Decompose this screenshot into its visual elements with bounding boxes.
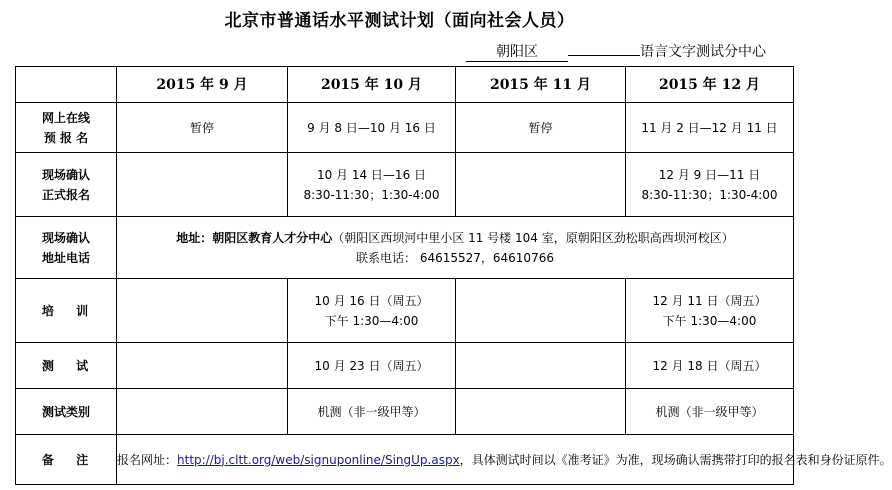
onsite-confirm-sep: [117, 153, 288, 217]
training-oct-time: 下午 1:30—4:00: [324, 313, 419, 328]
page-title: 北京市普通话水平测试计划（面向社会人员）: [224, 11, 575, 31]
remarks-suffix: ，具体测试时间以《准考证》为准，现场确认需携带打印的报名表和身份证原件。: [459, 452, 892, 467]
training-label: 培 训: [16, 279, 117, 343]
test-oct: 10 月 23 日（周五）: [288, 343, 456, 389]
test-type-oct: 机测（非一级甲等）: [288, 389, 456, 435]
phone-line: 联系电话： 64615527，64610766: [356, 250, 554, 265]
address-name: 地址：朝阳区教育人才分中心: [176, 230, 333, 245]
onsite-confirm-row: [16, 153, 794, 217]
test-type-nov: [456, 389, 626, 435]
test-sep: [117, 343, 288, 389]
onsite-confirm-oct-time: 8:30-11:30；1:30-4:00: [303, 187, 440, 202]
test-type-dec: 机测（非一级甲等）: [626, 389, 794, 435]
training-sep: [117, 279, 288, 343]
header-nov: 2015 年 11 月: [456, 67, 626, 103]
training-oct: [288, 279, 456, 343]
address-line: [117, 228, 793, 248]
remarks-label: 备 注: [16, 435, 117, 485]
address-detail: （朝阳区西坝河中里小区 11 号楼 104 室，原朝阳区劲松职高西坝河校区）: [332, 230, 734, 245]
onsite-confirm-dec-time: 8:30-11:30；1:30-4:00: [641, 187, 778, 202]
online-prereg-sep: 暂停: [117, 103, 288, 153]
onsite-confirm-dec: [626, 153, 794, 217]
training-nov: [456, 279, 626, 343]
online-prereg-dec: 11 月 2 日—12 月 11 日: [626, 103, 794, 153]
header-oct: 2015 年 10 月: [288, 67, 456, 103]
test-nov: [456, 343, 626, 389]
training-dec-time: 下午 1:30—4:00: [662, 313, 757, 328]
address-label: 现场确认 地址电话: [16, 217, 117, 279]
header-dec: 2015 年 12 月: [626, 67, 794, 103]
center-name: 语言文字测试分中心: [640, 44, 766, 60]
online-prereg-label: 网上在线 预 报 名: [16, 103, 117, 153]
address-row: [16, 217, 794, 279]
test-label: 测 试: [16, 343, 117, 389]
header-corner: [16, 67, 117, 103]
schedule-table: [15, 66, 892, 485]
district-blank: [568, 38, 640, 56]
test-type-row: [16, 389, 794, 435]
district-field: 朝阳区: [466, 44, 568, 62]
training-row: [16, 279, 794, 343]
training-oct-date: 10 月 16 日（周五）: [314, 293, 429, 308]
test-row: [16, 343, 794, 389]
header-row: [16, 67, 794, 103]
remarks-cell: [117, 435, 892, 485]
subtitle: [466, 38, 766, 62]
onsite-confirm-label: 现场确认 正式报名: [16, 153, 117, 217]
remarks-prefix: 报名网址：: [117, 452, 178, 467]
online-prereg-oct: 9 月 8 日—10 月 16 日: [288, 103, 456, 153]
test-dec: 12 月 18 日（周五）: [626, 343, 794, 389]
signup-link[interactable]: http://bj.cltt.org/web/signuponline/SingUp.aspx: [177, 452, 460, 467]
test-type-sep: [117, 389, 288, 435]
remarks-row: [16, 435, 794, 485]
onsite-confirm-oct-date: 10 月 14 日—16 日: [316, 167, 427, 182]
training-dec: [626, 279, 794, 343]
onsite-confirm-dec-date: 12 月 9 日—11 日: [658, 167, 761, 182]
onsite-confirm-nov: [456, 153, 626, 217]
online-prereg-row: [16, 103, 794, 153]
test-type-label: 测试类别: [16, 389, 117, 435]
address-cell: [117, 217, 794, 279]
training-dec-date: 12 月 11 日（周五）: [652, 293, 767, 308]
online-prereg-nov: 暂停: [456, 103, 626, 153]
onsite-confirm-oct: [288, 153, 456, 217]
header-sep: 2015 年 9 月: [117, 67, 288, 103]
